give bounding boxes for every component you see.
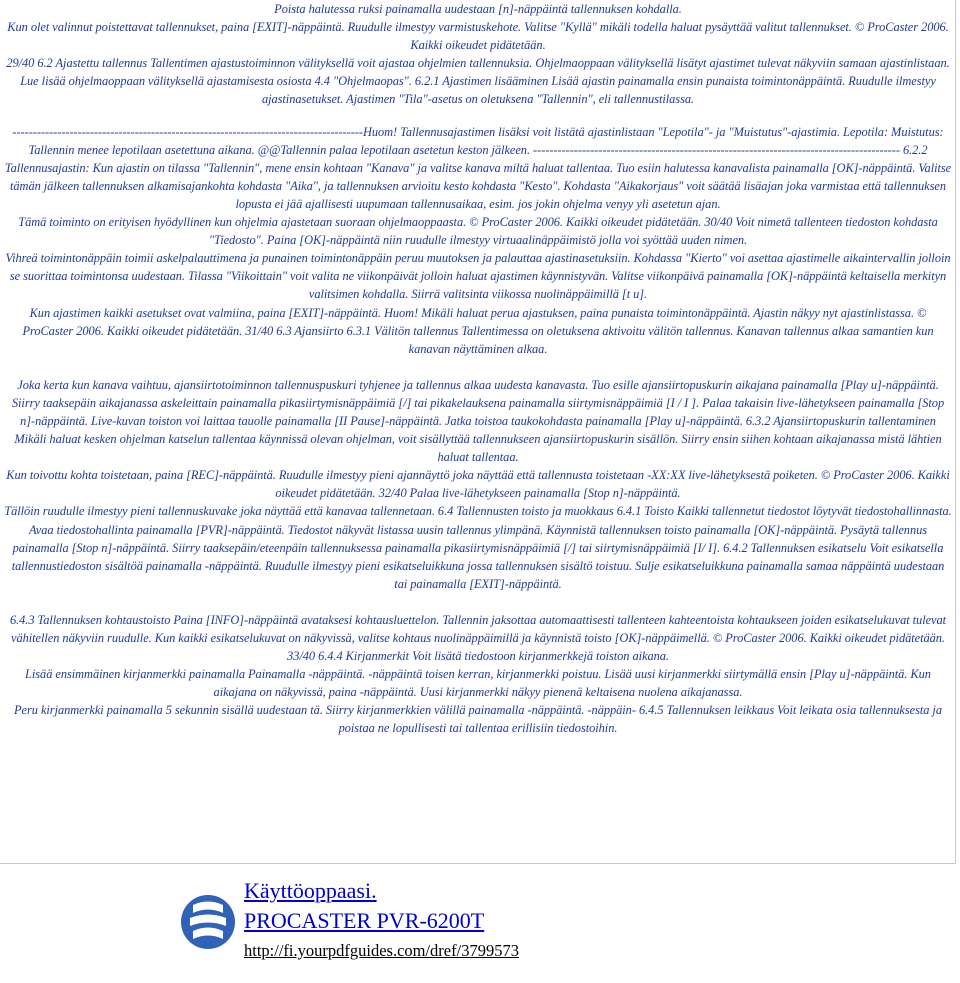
pdf-guides-logo-icon — [180, 882, 236, 962]
paragraph: Poista halutessa ruksi painamalla uudestaan [n]-näppäintä tallennuksen kohdalla. — [274, 2, 682, 16]
paragraph: Kun ajastimen kaikki asetukset ovat valmiina, paina [EXIT]-näppäintä. Huom! Mikäli haluat perua ajastuksen, paina punaista toimintonäppäintä. Ajastin näkyy nyt ajastinlistassa. © ProCaster 2006. Kaikki oikeudet pidätetään. 31/40 6.3 Ajansiirto 6.3.1 Välitön tallennus Tallentimessa on oletuksena aktivoitu välitön tallennus. Kanavan tallennus alkaa samantien kun kanavan näyttäminen alkaa. — [22, 305, 934, 356]
paragraph: Kun toivottu kohta toistetaan, paina [REC]-näppäintä. Ruudulle ilmestyy pieni ajannäyttö joka näyttää että tallennusta toistetaan -XX:XX live-lähetyksestä poiketen. © ProCaster 2006. Kaikki oikeudet pidätetään. 32/40 Palaa live-lähetykseen painamalla [Stop n]-näppäintä. — [6, 468, 950, 501]
document-body — [4, 0, 952, 738]
paragraph: Peru kirjanmerkki painamalla 5 sekunnin sisällä uudestaan tä. Siirry kirjanmerkkien välillä painamalla -näppäintä. -näppäin- 6.4.5 Tallennuksen leikkaus Voit leikata osia tallennuksesta ja poistaa ne lopullisesti tai tallentaa erillisiin tiedostoihin. — [14, 703, 942, 736]
product-link[interactable]: PROCASTER PVR-6200T — [244, 908, 485, 933]
paragraph: Avaa tiedostohallinta painamalla [PVR]-näppäintä. Tiedostot näkyvät listassa uusin tallennus ylimpänä. Käynnistä tallennuksen toisto painamalla [OK]-näppäintä. Pysäytä tallennus painamalla [Stop n]-näppäintä. Siirry taaksepäin/eteenpäin tallennuksessa painamalla pikasiirtymisnäppäimiä [/] tai siirtymisnäppäimiä [I/ I]. 6.4.2 Tallennuksen esikatselu Voit esikatsella tallennustiedoston sisältöä painamalla -näppäintä. Ruudulle ilmestyy pieni esikatseluikkuna jossa tallennuksen sisältö toistuu. Sulje esikatseluikkuna painamalla samaa näppäintä uudestaan tai painamalla [EXIT]-näppäintä. — [11, 522, 945, 591]
paragraph: Vihreä toimintonäppäin toimii askelpalauttimena ja punainen toimintonäppäin peruu muutoksen ja palauttaa ajastinasetuksiin. Kohdassa "Kierto" voi asettaa ajastimelle aikaintervallin jolloin se suorittaa toimintonsa uudestaan. Tilassa "Viikoittain" voit valita ne viikonpäivät jolloin haluat ajastimen käynnistyvän. Valitse viikonpäivä painamalla [OK]-näppäintä keltaisella merkityn valitsimen kohdalla. Siirrä valitsinta viikossa nuolinäppäimillä [t u]. — [5, 251, 951, 302]
paragraph: Tällöin ruudulle ilmestyy pieni tallennuskuvake joka näyttää että kanavaa tallennetaan. 6.4 Tallennusten toisto ja muokkaus 6.4.1 Toisto Kaikki tallennetut tiedostot löytyvät tiedostohallinnasta. — [4, 504, 952, 519]
manual-link[interactable]: Käyttöoppaasi. — [244, 878, 377, 903]
paragraph: --------------------------------------------------------------------------------------Huom! Tallennusajastimen lisäksi voit listätä ajastinlistaan "Lepotila"- ja "Muistutus"-ajastimia. Lepotila: Muistutus: Tallennin menee lepotilaan asetettuna aikana. @@Tallennin palaa lepotilaan asetetun keston jälkeen. ------------------------------------------------------------------------------------------ 6.2.2 Tallennusajastin: Kun ajastin on tilassa "Tallennin", mene ensin kohtaan "Kanava" ja valitse kanava miltä haluat tallentaa. Tuo esiin halutessa kanavalista painamalla [OK]-näppäintä. Valitse tämän jälkeen tallennuksen alkamisajankohta kohdasta "Aika", ja tallennuksen arvioitu kesto kohdasta "Kesto". Kohdasta "Aikakorjaus" voit säätää lisäajan joka varmistaa että tallennuksen lopusta ei jää ajallisesti uupumaan tallennusaikaa, esim. jos jokin ohjelma venyy yli asetetun ajan. — [4, 124, 952, 211]
paragraph: 6.4.3 Tallennuksen kohtaustoisto Paina [INFO]-näppäintä avataksesi kohtausluettelon. Tallennin jaksottaa automaattisesti tallenteen kahteentoista kohtaukseen joiden esikatselukuvat tulevat vähitellen näkyviin ruudulle. Kun kaikki esikatselukuvat on näkyvissä, valitse kohtaus nuolinäppäimillä ja käynnistä toisto [OK]-näppäimellä. © ProCaster 2006. Kaikki oikeudet pidätetään. 33/40 6.4.4 Kirjanmerkit Voit lisätä tiedostoon kirjanmerkkejä toiston aikana. — [9, 612, 947, 664]
source-url-link[interactable]: http://fi.yourpdfguides.com/dref/3799573 — [244, 941, 519, 960]
paragraph: Lisää ensimmäinen kirjanmerkki painamalla Painamalla -näppäintä. -näppäintä toisen kerran, kirjanmerkki poistuu. Lisää uusi kirjanmerkki siirtymällä ensin [Play u]-näppäintä. Kun aikajana on näkyvissä, paina -näppäintä. Uusi kirjanmerkki näkyy pienenä keltaisena nuolena aikajanassa. — [25, 667, 931, 700]
paragraph: Tämä toiminto on erityisen hyödyllinen kun ohjelmia ajastetaan suoraan ohjelmaoppaasta. © ProCaster 2006. Kaikki oikeudet pidätetään. 30/40 Voit nimetä tallenteen tiedoston kohdasta "Tiedosto". Paina [OK]-näppäintä niin ruudulle ilmestyy virtuaalinäppäimistö jolla voi syöttää uuden nimen. — [18, 215, 938, 248]
paragraph: 29/40 6.2 Ajastettu tallennus Tallentimen ajastustoiminnon välityksellä voit ajastaa ohjelmien tallennuksia. Ohjelmaoppaan välityksellä lisätyt ajastimet tulevat näkyviin samaan ajastinlistaan. Lue lisää ohjelmaoppaan välityksellä ajastamisesta osiosta 4.4 "Ohjelmaopas". 6.2.1 Ajastimen lisääminen Lisää ajastin painamalla ensin punaista toimintonäppäintä. Ruudulle ilmestyy ajastinasetukset. Ajastimen "Tila"-asetus on oletuksena "Tallennin", eli tallennustilassa. — [6, 56, 950, 107]
footer-links — [244, 876, 519, 962]
footer — [180, 876, 640, 972]
paragraph: Joka kerta kun kanava vaihtuu, ajansiirtotoiminnon tallennuspuskuri tyhjenee ja tallennus alkaa uudesta kanavasta. Tuo esille ajansiirtopuskurin aikajana painamalla [Play u]-näppäintä. Siirry taaksepäin aikajanassa askeleittain painamalla pikasiirtymisnäppäimiä [/] tai pikakelauksena painamalla siirtymisnäppäimiä [I / I ]. Palaa takaisin live-lähetykseen painamalla [Stop n]-näppäintä. Live-kuvan toiston voi laittaa tauolle painamalla [II Pause]-näppäintä. Jatka toistoa taukokohdasta painamalla [Play u]-näppäintä. 6.3.2 Ajansiirtopuskurin tallentaminen Mikäli haluat kesken ohjelman katselun tallentaa käynnissä olevan ohjelman, voit sisällyttää tallennukseen ajansiirtopuskurin sisällön. Siirry ensin siihen kohtaan aikajanassa mistä lähtien haluat tallentaa. — [11, 377, 945, 465]
paragraph: Kun olet valinnut poistettavat tallennukset, paina [EXIT]-näppäintä. Ruudulle ilmestyy varmistuskehote. Valitse "Kyllä" mikäli todella haluat pysäyttää valitut tallennukset. © ProCaster 2006. Kaikki oikeudet pidätetään. — [7, 20, 949, 53]
